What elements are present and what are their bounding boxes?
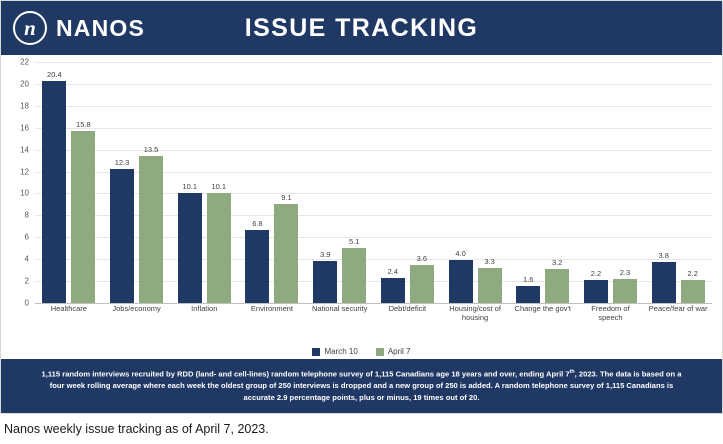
bar bbox=[313, 250, 337, 304]
category-labels bbox=[35, 304, 712, 336]
bar-value-label: 2.3 bbox=[619, 267, 631, 277]
chart-header bbox=[1, 1, 722, 55]
legend-swatch bbox=[376, 348, 384, 356]
bar-value-label: 3.9 bbox=[319, 250, 331, 260]
bar bbox=[245, 218, 269, 304]
bar-value-label: 2.4 bbox=[387, 266, 399, 276]
chart-area bbox=[1, 55, 722, 356]
x-axis-category-label: Environment bbox=[250, 304, 294, 313]
chart-legend bbox=[1, 347, 722, 356]
bar-value-label: 13.5 bbox=[143, 145, 159, 155]
bar-value-label: 3.6 bbox=[416, 253, 428, 263]
bar bbox=[516, 275, 540, 304]
bar-value-label: 12.3 bbox=[114, 158, 130, 168]
bar-group bbox=[577, 63, 645, 304]
bar bbox=[652, 251, 676, 304]
x-axis-category-label: Freedom of speech bbox=[591, 304, 630, 323]
y-axis-tick-label: 0 bbox=[24, 298, 29, 308]
bar bbox=[478, 256, 502, 304]
y-axis-tick-label: 22 bbox=[20, 57, 29, 67]
bar-value-label: 4.0 bbox=[455, 249, 466, 259]
plot-region bbox=[20, 57, 712, 308]
legend-item[interactable] bbox=[376, 347, 411, 356]
bar-value-label: 3.2 bbox=[552, 257, 563, 267]
bar bbox=[139, 145, 163, 304]
bar-value-label: 15.8 bbox=[76, 119, 91, 129]
x-axis-category-label: Peace/fear of war bbox=[648, 304, 708, 313]
bar-value-label: 2.2 bbox=[590, 268, 602, 278]
bar-group bbox=[238, 63, 306, 304]
bar bbox=[342, 237, 366, 304]
bar bbox=[110, 158, 134, 304]
x-axis-category-label: Housing/cost of housing bbox=[449, 304, 501, 323]
legend-label: April 7 bbox=[387, 347, 411, 356]
bar-value-label: 10.1 bbox=[182, 182, 198, 192]
bar bbox=[274, 193, 298, 304]
bar-group bbox=[35, 63, 103, 304]
bar-group bbox=[306, 63, 374, 304]
bar-value-label: 5.1 bbox=[348, 237, 360, 247]
bar-value-label: 10.1 bbox=[211, 182, 227, 192]
nanos-logo-text: NANOS bbox=[56, 14, 146, 41]
legend-label: March 10 bbox=[324, 347, 358, 356]
bar bbox=[178, 182, 202, 304]
y-axis-tick-label: 16 bbox=[20, 123, 29, 133]
bar bbox=[381, 266, 405, 304]
y-axis-tick-label: 2 bbox=[24, 276, 29, 286]
bar bbox=[681, 268, 705, 304]
bar bbox=[207, 182, 231, 304]
bar-value-label: 20.4 bbox=[47, 69, 62, 79]
bar-value-label: 9.1 bbox=[281, 193, 292, 203]
bar bbox=[449, 249, 473, 304]
x-axis-category-label: National security bbox=[311, 304, 368, 313]
y-axis-tick-label: 10 bbox=[20, 188, 29, 198]
y-axis-tick-label: 12 bbox=[20, 167, 29, 177]
bar-value-label: 3.3 bbox=[484, 256, 495, 266]
bar-value-label: 6.8 bbox=[252, 218, 263, 228]
y-axis-tick-label: 18 bbox=[20, 101, 29, 111]
nanos-logo bbox=[1, 11, 145, 45]
x-axis-category-label: Change the gov't bbox=[514, 304, 572, 313]
legend-swatch bbox=[312, 348, 320, 356]
bar bbox=[71, 119, 95, 304]
bar bbox=[410, 253, 434, 304]
bar bbox=[545, 257, 569, 304]
bar bbox=[584, 268, 608, 304]
bar-group bbox=[170, 63, 238, 304]
y-axis-tick-label: 6 bbox=[24, 232, 29, 242]
y-axis-tick-label: 14 bbox=[20, 145, 29, 155]
nanos-logo-icon: n bbox=[13, 11, 47, 45]
y-axis-tick-label: 20 bbox=[20, 79, 29, 89]
bar-group bbox=[509, 63, 577, 304]
x-axis-category-label: Jobs/economy bbox=[112, 304, 161, 313]
bar-value-label: 3.8 bbox=[658, 251, 669, 261]
methodology-footnote: 1,115 random interviews recruited by RDD (land- and cell-lines) random telephone survey of 1,115 Canadians age 18 years and over, ending April 7th, 2023. The data is based on a four week rolling average where each week the oldest group of 250 interviews is dropped and a new group of 250 is added. A random telephone survey of 1,115 Canadians is accurate 2.9 percentage points, plus or minus, 19 times out of 20. bbox=[1, 359, 722, 413]
x-axis-category-label: Debt/deficit bbox=[388, 304, 427, 313]
bar-group bbox=[441, 63, 509, 304]
x-axis-category-label: Healthcare bbox=[50, 304, 87, 313]
x-axis-category-label: Inflation bbox=[191, 304, 218, 313]
legend-item[interactable] bbox=[312, 347, 357, 356]
bar-groups bbox=[35, 63, 712, 304]
y-axis-tick-label: 4 bbox=[24, 254, 29, 264]
bar-value-label: 1.6 bbox=[523, 275, 534, 285]
figure-caption: Nanos weekly issue tracking as of April 7, 2023. bbox=[4, 422, 269, 436]
page-title: ISSUE TRACKING bbox=[244, 13, 479, 42]
y-axis-tick-label: 8 bbox=[24, 210, 29, 220]
bar bbox=[613, 267, 637, 304]
bar bbox=[42, 69, 66, 304]
bar-group bbox=[644, 63, 712, 304]
bar-value-label: 2.2 bbox=[687, 268, 698, 278]
bar-group bbox=[374, 63, 442, 304]
bar-group bbox=[103, 63, 171, 304]
